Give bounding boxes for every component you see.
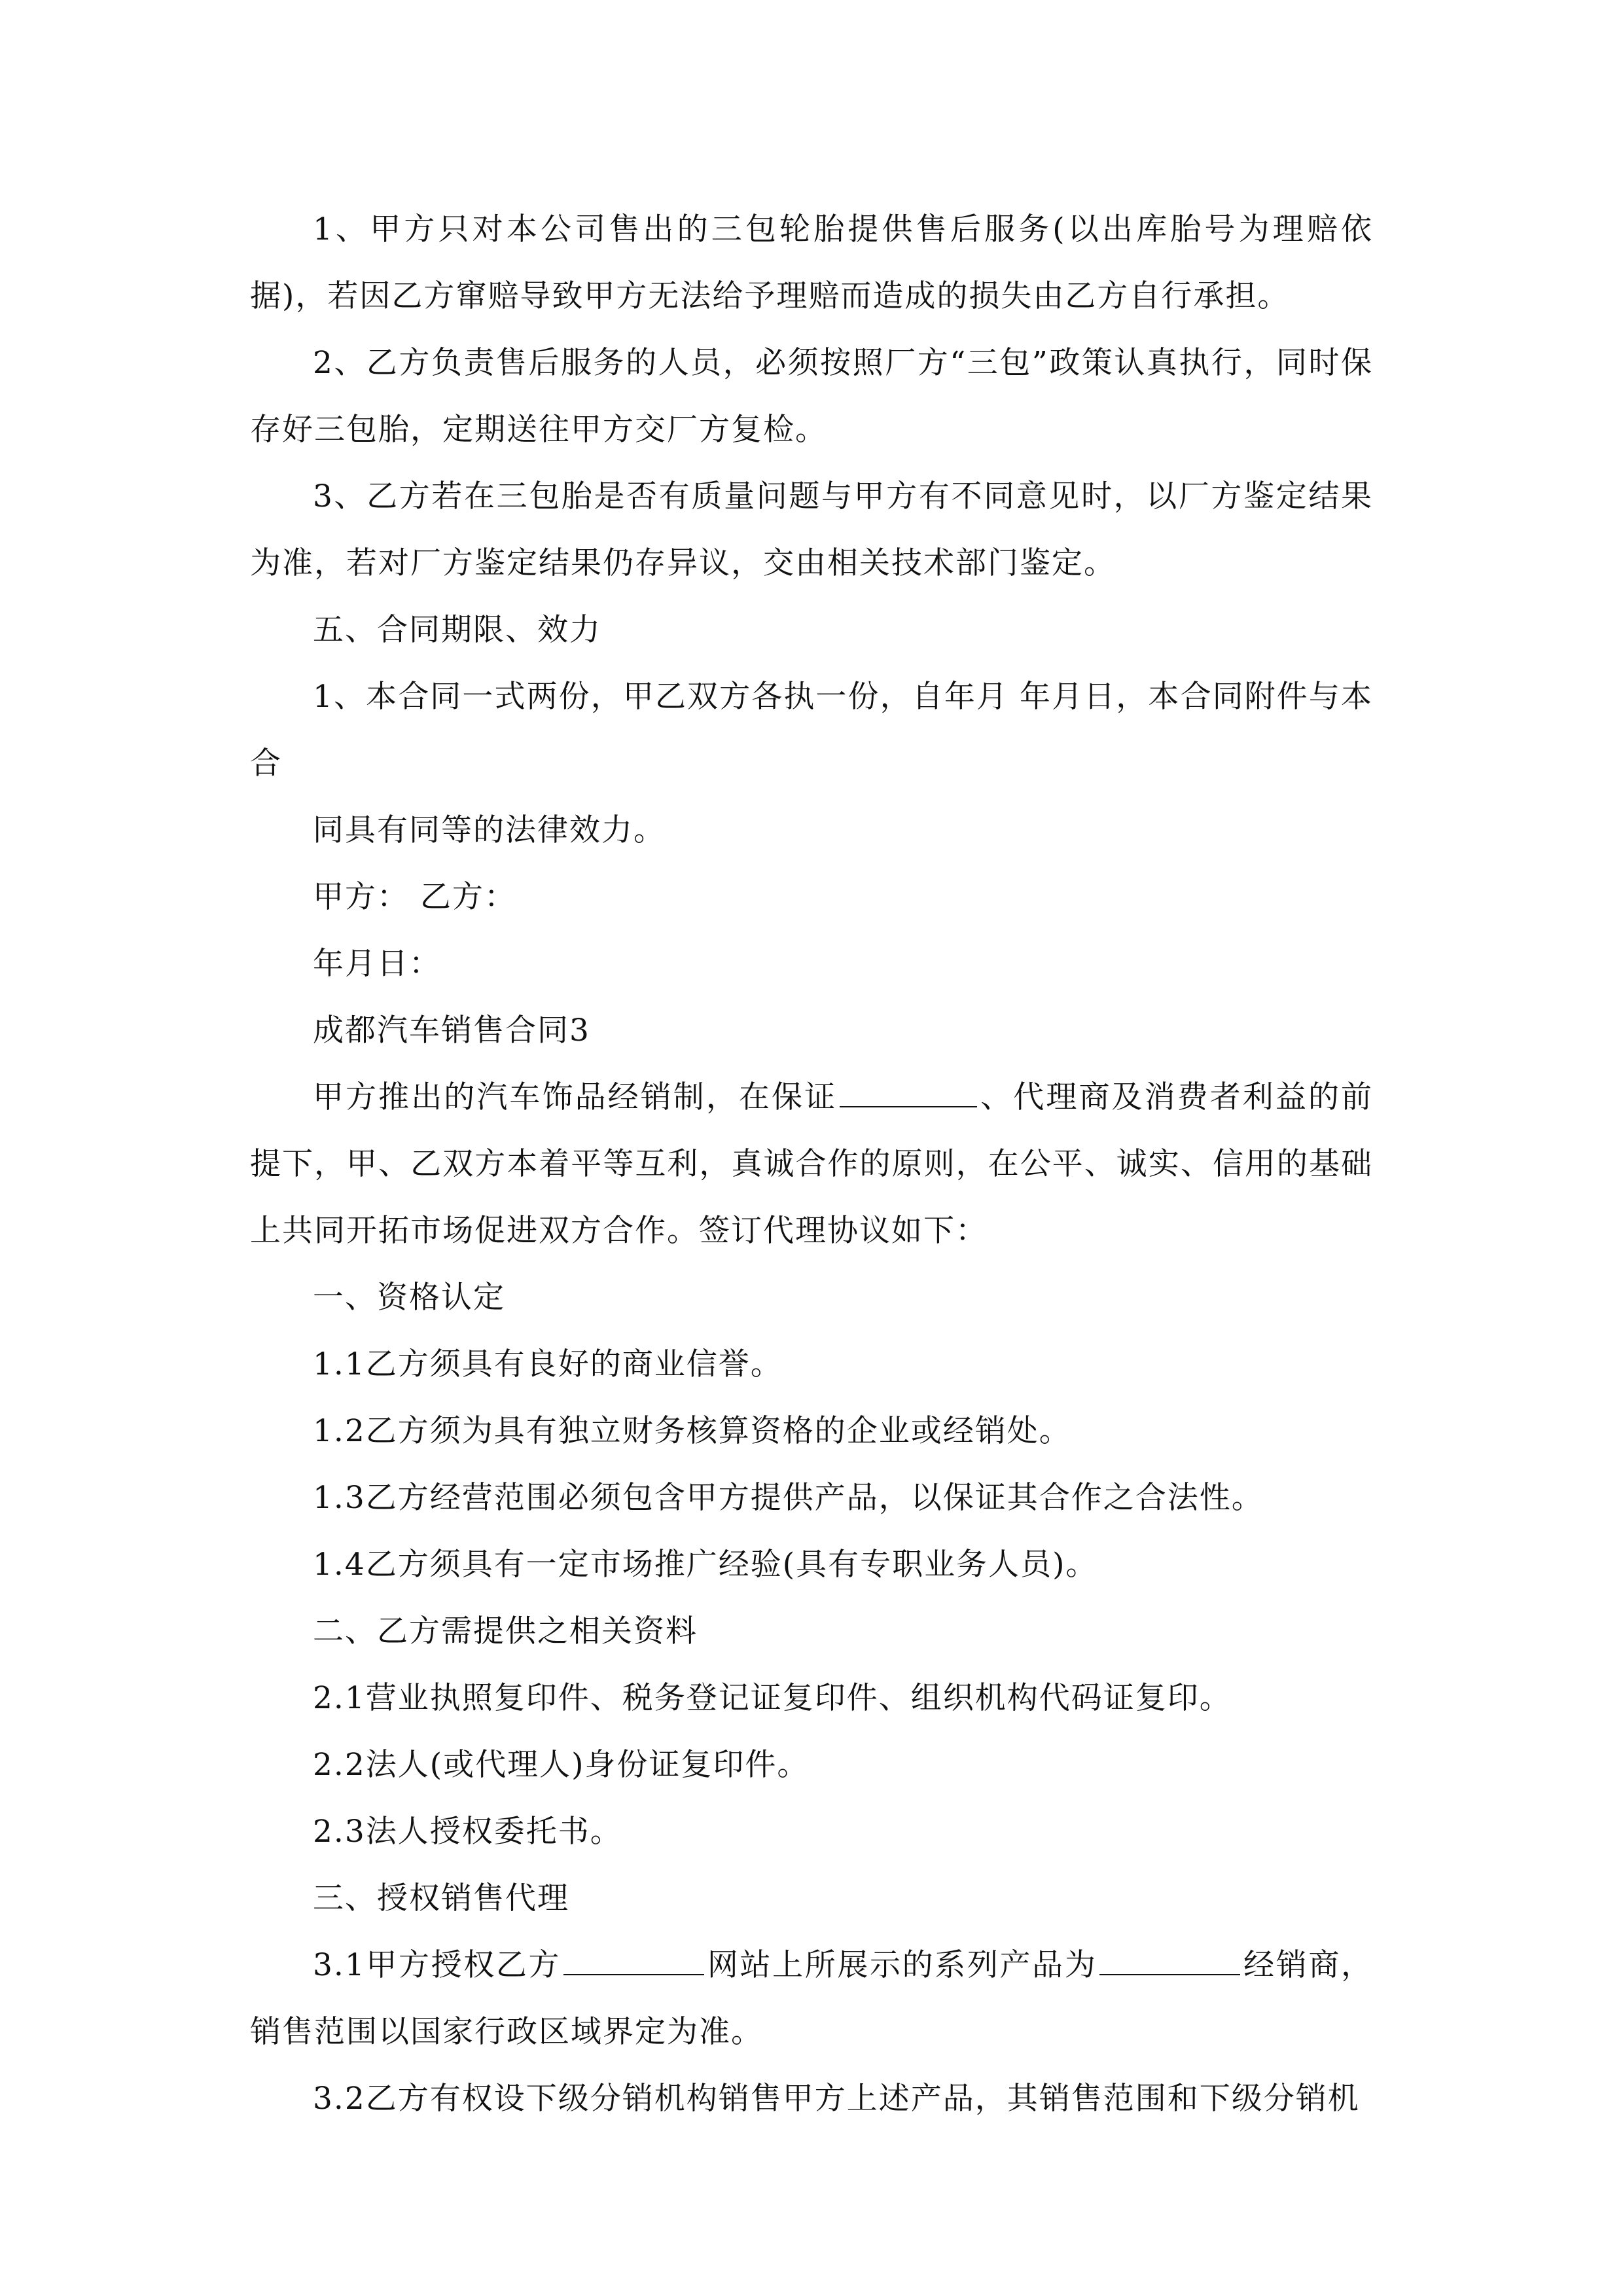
- contract-title: 成都汽车销售合同3: [313, 1013, 590, 1049]
- paragraph-intro: [250, 1064, 1373, 1265]
- paragraph-term-1: 1、本合同一式两份，甲乙双方各执一份，自年月 年月日，本合同附件与本合: [250, 679, 1373, 781]
- clause-1-3: 1.3乙方经营范围必须包含甲方提供产品，以保证其合作之合法性。: [313, 1480, 1264, 1516]
- clause-3-1-start: 3.1甲方授权乙方: [313, 1947, 562, 1983]
- clause-3-1-end: 经销商，销售范围以国家行政区域界定为准。: [250, 1947, 1374, 2050]
- clause-3-1: [250, 1932, 1373, 2066]
- section-heading-authorization: 三、授权销售代理: [313, 1880, 569, 1916]
- clause-3-1-middle: 网站上所展示的系列产品为: [707, 1947, 1097, 1983]
- clause-3-2: 3.2乙方有权设下级分销机构销售甲方上述产品，其销售范围和下级分销机: [313, 2081, 1360, 2117]
- paragraph-warranty-3: 3、乙方若在三包胎是否有质量问题与甲方有不同意见时，以厂方鉴定结果为准，若对厂方鉴定结果仍存异议，交由相关技术部门鉴定。: [250, 478, 1373, 581]
- clause-2-2: 2.2法人(或代理人)身份证复印件。: [313, 1747, 810, 1783]
- blank-line: [1099, 1949, 1240, 1975]
- clause-1-2: 1.2乙方须为具有独立财务核算资格的企业或经销处。: [313, 1413, 1071, 1449]
- clause-1-1: 1.1乙方须具有良好的商业信誉。: [313, 1346, 783, 1382]
- section-heading-documents: 二、乙方需提供之相关资料: [313, 1613, 698, 1649]
- paragraph-warranty-2: 2、乙方负责售后服务的人员，必须按照厂方“三包”政策认真执行，同时保存好三包胎，定期送往甲方交厂方复检。: [250, 345, 1373, 448]
- clause-2-1: 2.1营业执照复印件、税务登记证复印件、组织机构代码证复印。: [313, 1680, 1232, 1716]
- signature-parties: 甲方： 乙方：: [313, 879, 516, 915]
- clause-1-4: 1.4乙方须具有一定市场推广经验(具有专职业务人员)。: [313, 1547, 1098, 1583]
- clause-2-3: 2.3法人授权委托书。: [313, 1814, 622, 1850]
- paragraph-warranty-1: 1、甲方只对本公司售出的三包轮胎提供售后服务(以出库胎号为理赔依据)，若因乙方窜赔导致甲方无法给予理赔而造成的损失由乙方自行承担。: [250, 211, 1373, 314]
- intro-text-start: 甲方推出的汽车饰品经销制，在保证: [313, 1079, 838, 1115]
- blank-line: [563, 1949, 704, 1975]
- section-heading-term: 五、合同期限、效力: [313, 612, 601, 648]
- blank-line: [840, 1081, 977, 1107]
- paragraph-term-continued: 同具有同等的法律效力。: [313, 812, 666, 848]
- intro-text-end: 、代理商及消费者利益的前提下，甲、乙双方本着平等互利，真诚合作的原则，在公平、诚实、信用的基础上共同开拓市场促进双方合作。签订代理协议如下：: [250, 1079, 1374, 1249]
- document-body: [250, 196, 1373, 2132]
- section-heading-qualification: 一、资格认定: [313, 1280, 505, 1316]
- signature-date: 年月日：: [313, 946, 441, 982]
